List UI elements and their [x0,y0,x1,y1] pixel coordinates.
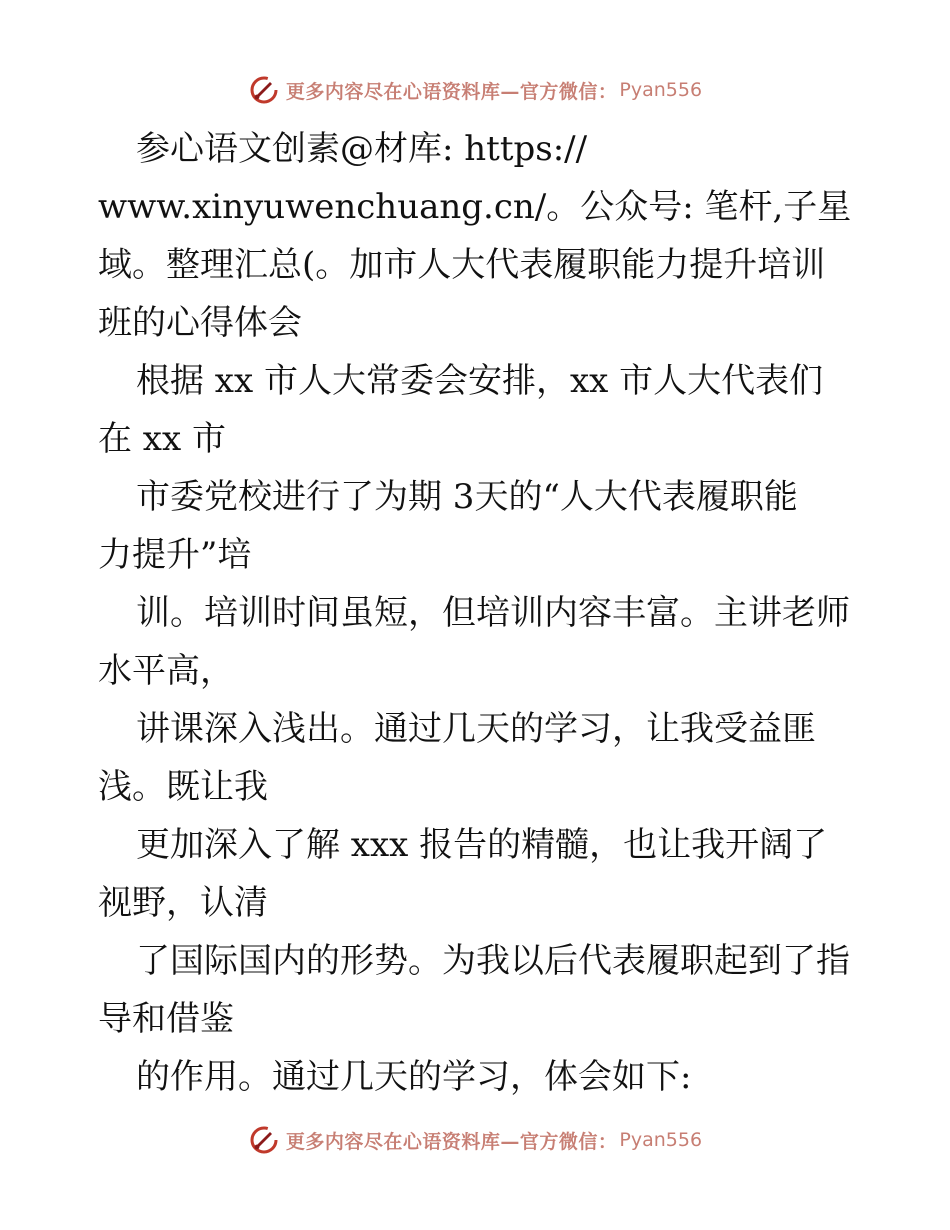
text-line: 的作用。通过几天的学习，体会如下: [136,1057,692,1097]
document-body [98,120,858,1106]
text-line: 水平高， [98,651,234,691]
footer-banner [0,1120,950,1160]
text-line: 在 xx 市 [98,419,226,459]
text-line: 更加深入了解 xxx 报告的精髓，也让我开阔了 [136,825,828,865]
text-line: 力提升”培 [98,535,252,575]
text-line: 视野，认清 [98,883,268,923]
ink-brush-logo-icon [248,74,280,106]
text-line: 导和借鉴 [98,999,234,1039]
banner-contact: Pyan556 [619,79,703,101]
text-line: 域。整理汇总(。加市人大代表履职能力提升培训 [98,245,826,285]
text-line: 浅。既让我 [98,767,268,807]
banner-text: 更多内容尽在心语资料库—官方微信： [285,80,618,103]
text-line: 了国际国内的形势。为我以后代表履职起到了指 [136,941,850,981]
text-line: 讲课深入浅出。通过几天的学习，让我受益匪 [136,709,816,749]
ink-brush-logo-icon [248,1124,280,1156]
text-line: 训。培训时间虽短，但培训内容丰富。主讲老师 [136,593,850,633]
text-line: 根据 xx 市人大常委会安排，xx 市人大代表们 [136,361,824,401]
banner-text: 更多内容尽在心语资料库—官方微信： [285,1130,618,1153]
text-line: www.xinyuwenchuang.cn/。公众号: 笔杆,子星 [98,187,852,227]
text-line: 参心语文创素@材库: https:// [136,129,588,169]
header-banner [0,70,950,110]
text-line: 班的心得体会 [98,303,302,343]
text-line: 市委党校进行了为期 3天的“人大代表履职能 [136,477,798,517]
banner-contact: Pyan556 [619,1129,703,1151]
